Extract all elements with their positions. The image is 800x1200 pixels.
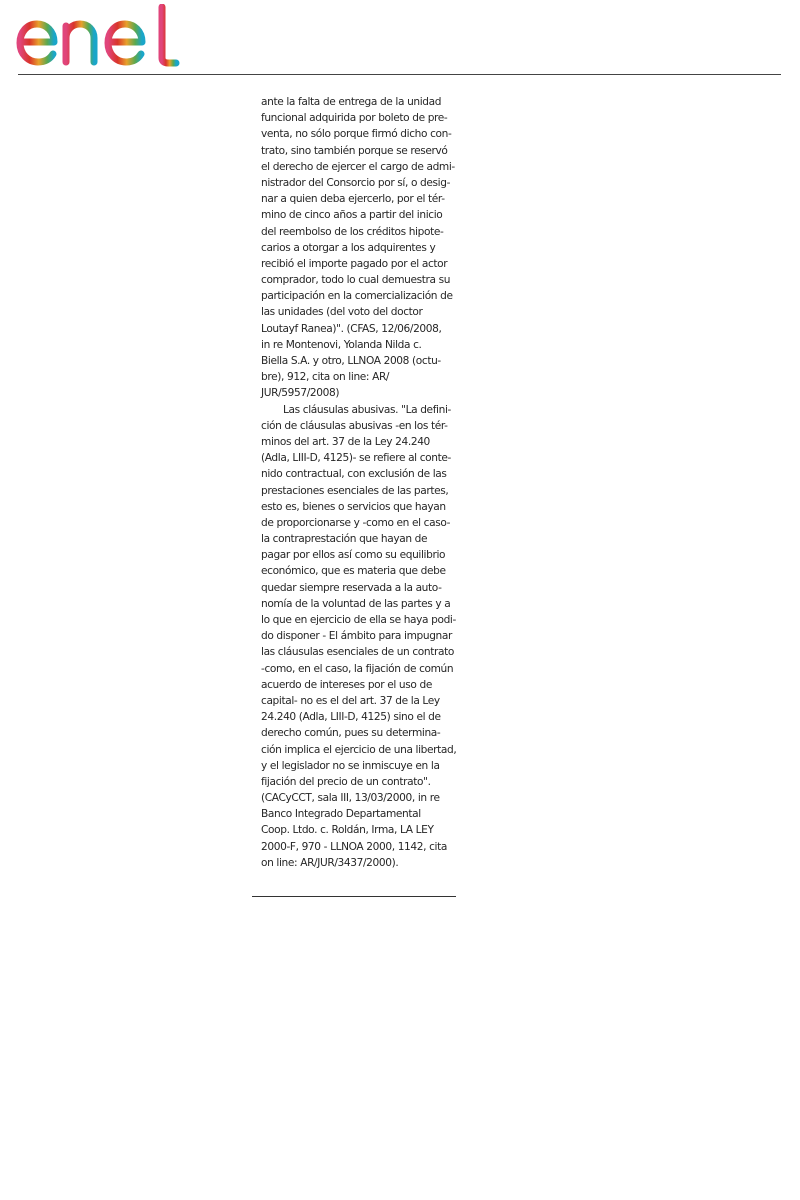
text-line: in re Montenovi, Yolanda Nilda c.	[261, 338, 422, 351]
text-line: y el legislador no se inmiscuye en la	[261, 759, 440, 772]
text-line: bre), 912, cita on line: AR/	[261, 371, 390, 384]
text-line: funcional adquirida por boleto de pre-	[261, 112, 448, 125]
text-line: de proporcionarse y -como en el caso-	[261, 516, 451, 529]
text-line: Coop. Ltdo. c. Roldán, Irma, LA LEY	[261, 824, 434, 837]
text-line: Loutayf Ranea)". (CFAS, 12/06/2008,	[261, 322, 442, 335]
text-line: nido contractual, con exclusión de las	[261, 468, 447, 481]
text-line: mino de cinco años a partir del inicio	[261, 209, 443, 222]
text-line: -como, en el caso, la fijación de común	[261, 662, 454, 675]
text-line: económico, que es materia que debe	[261, 565, 446, 578]
text-line: el derecho de ejercer el cargo de admi-	[261, 160, 455, 173]
text-line: esto es, bienes o servicios que hayan	[261, 500, 446, 513]
text-line: comprador, todo lo cual demuestra su	[261, 274, 451, 287]
text-line: Biella S.A. y otro, LLNOA 2008 (octu-	[261, 355, 441, 367]
footnote-divider	[252, 896, 456, 897]
text-line: las unidades (del voto del doctor	[261, 306, 423, 319]
text-line: do disponer - El ámbito para impugnar	[261, 630, 452, 643]
text-line: minos del art. 37 de la Ley 24.240	[261, 435, 430, 448]
text-line: nar a quien deba ejercerlo, por el tér-	[261, 193, 445, 206]
text-line: participación en la comercialización de	[261, 290, 453, 303]
text-line: Las cláusulas abusivas. "La defini-	[283, 403, 451, 416]
text-line: JUR/5957/2008)	[261, 387, 340, 400]
text-line: nistrador del Consorcio por sí, o desig-	[261, 176, 451, 189]
text-line: prestaciones esenciales de las partes,	[261, 484, 449, 497]
text-line: ción implica el ejercicio de una libertad,	[261, 743, 457, 756]
text-line: ción de cláusulas abusivas -en los tér-	[261, 419, 448, 432]
text-line: acuerdo de intereses por el uso de	[261, 678, 432, 691]
article-text-column	[261, 94, 466, 871]
text-line: 24.240 (Adla, LIII-D, 4125) sino el de	[261, 711, 441, 724]
text-line: las cláusulas esenciales de un contrato	[261, 646, 454, 659]
text-line: (Adla, LIII-D, 4125)- se refiere al conte-	[261, 452, 451, 465]
enel-logo	[16, 4, 182, 70]
text-line: Banco Integrado Departamental	[261, 808, 421, 821]
text-line: 2000-F, 970 - LLNOA 2000, 1142, cita	[261, 840, 448, 853]
text-line: trato, sino también porque se reservó	[261, 144, 448, 157]
text-line: derecho común, pues su determina-	[261, 727, 441, 740]
text-line: venta, no sólo porque firmó dicho con-	[261, 128, 452, 141]
header-divider	[18, 74, 781, 75]
text-line: ante la falta de entrega de la unidad	[261, 96, 442, 108]
text-line: nomía de la voluntad de las partes y a	[261, 597, 451, 610]
text-line: on line: AR/JUR/3437/2000).	[261, 856, 399, 869]
text-line: carios a otorgar a los adquirentes y	[261, 241, 436, 254]
text-line: quedar siempre reservada a la auto-	[261, 581, 442, 594]
text-line: lo que en ejercicio de ella se haya podi-	[261, 614, 456, 626]
text-line: fijación del precio de un contrato".	[261, 775, 431, 788]
text-line: capital- no es el del art. 37 de la Ley	[261, 694, 440, 707]
text-line: (CACyCCT, sala III, 13/03/2000, in re	[261, 792, 440, 805]
text-line: recibió el importe pagado por el actor	[261, 257, 448, 270]
text-line: pagar por ellos así como su equilibrio	[261, 549, 446, 562]
text-line: la contraprestación que hayan de	[261, 533, 428, 546]
text-line: del reembolso de los créditos hipote-	[261, 225, 444, 238]
